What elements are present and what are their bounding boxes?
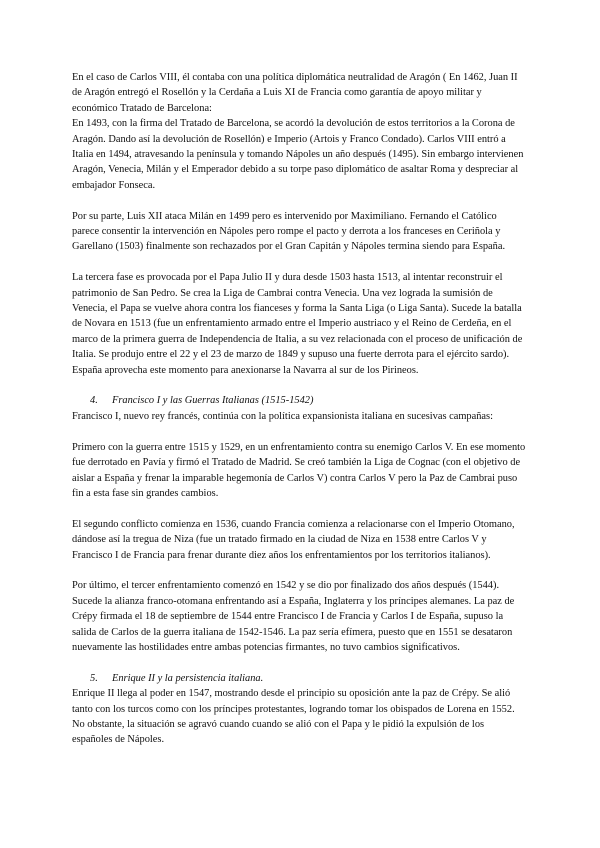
paragraph-enrique-ii: Enrique II llega al poder en 1547, mostrando desde el principio su oposición ante la paz de Crépy. Se alió tanto con los turcos como con los príncipes protestantes, logrando tomar los obispados de Lorena en 1552. No obstante, la situación se agravó cuando cuando se alió con el Papa y le pidió la expulsión de los españoles de Nápoles. bbox=[72, 688, 515, 746]
spacer bbox=[72, 255, 526, 270]
paragraph-tercer-enfrentamiento: Por último, el tercer enfrentamiento comenzó en 1542 y se dio por finalizado dos años después (1544). Sucede la alianza franco-otomana enfrentando así a España, Inglaterra y los príncipes alemanes. La paz de Crépy firmada el 18 de septiembre de 1544 entre Francisco I de Francia y Carlos I de España, supuso la salida de Carlos de la guerra italiana de 1542-1546. La paz sería efímera, puesto que en 1551 se desataron nuevamente las hostilidades entre ambas potencias firmantes, no tuvo cambios significativos. bbox=[72, 580, 515, 653]
spacer bbox=[72, 378, 526, 393]
spacer bbox=[72, 424, 526, 439]
spacer bbox=[72, 655, 526, 670]
spacer bbox=[72, 501, 526, 516]
spacer bbox=[72, 193, 526, 208]
paragraph-segundo-conflicto: El segundo conflicto comienza en 1536, cuando Francia comienza a relacionarse con el Imperio Otomano, dándose así la tregua de Niza (fue un tratado firmado en la ciudad de Niza en 1538 entre Carlos V y Francisco I de Francia para frenar durante diez años los enfrentamientos por los territorios italianos). bbox=[72, 518, 515, 561]
section-title: Enrique II y la persistencia italiana. bbox=[112, 672, 264, 684]
paragraph-luis-xii: Por su parte, Luis XII ataca Milán en 1499 pero es intervenido por Maximiliano. Fernando el Católico parece consentir la intervención en Nápoles pero rompe el pacto y derrota a los franceses en Ceriñola y Garellano (1503) finalmente son rechazados por el Gran Capitán y Nápoles termina siendo para España. bbox=[72, 210, 506, 253]
section-number: 5. bbox=[90, 672, 98, 684]
spacer bbox=[72, 563, 526, 578]
section-heading-enrique-ii bbox=[72, 671, 526, 686]
paragraph-primera-guerra: Primero con la guerra entre 1515 y 1529, en un enfrentamiento contra su enemigo Carlos V. En ese momento fue derrotado en Pavía y firmó el Tratado de Madrid. Se creó también la Liga de Cognac (con el objetivo de aislar a España y frenar la imparable hegemonía de Carlos V) contra Carlos V pero la Paz de Cambrai puso fin a esta fase sin grandes cambios. bbox=[72, 441, 526, 499]
paragraph-tercera-fase: La tercera fase es provocada por el Papa Julio II y dura desde 1503 hasta 1513, al intentar reconstruir el patrimonio de San Pedro. Se crea la Liga de Cambrai contra Venecia. Una vez lograda la sumisión de Venecia, el Papa se vuelve ahora contra los fianceses y forma la Santa Liga (o Liga Santa). Sucede la batalla de Novara en 1513 (fue un enfrentamiento armado entre el Imperio austriaco y el Reino de Cerdeña, en el marco de la primera guerra de Independencia de Italia, a su vez relacionada con el proceso de unificación de Italia. Se produjo entre el 22 y el 23 de marzo de 1849 y supuso una fuerte derrota para el ejército sardo). España aprovecha este momento para anexionarse la Navarra al sur de los Pirineos. bbox=[72, 272, 523, 376]
paragraph-tratado-barcelona: En 1493, con la firma del Tratado de Barcelona, se acordó la devolución de estos territorios a la Corona de Aragón. Dando así la devolución de Rosellón) e Imperio (Artois y Franco Condado). Carlos VIII entró a Italia en 1494, atravesando la península y tomando Nápoles un año después (1495). Sin embargo intervienen Aragón, Venecia, Milán y el Emperador debido a su torpe paso diplomático de asaltar Roma y despreciar al embajador Fonseca. bbox=[72, 118, 524, 191]
paragraph-francisco-intro: Francisco I, nuevo rey francés, continúa con la política expansionista italiana en sucesivas campañas: bbox=[72, 410, 493, 422]
section-heading-francisco-i bbox=[72, 393, 526, 408]
section-number: 4. bbox=[90, 395, 98, 407]
paragraph-carlos-viii: En el caso de Carlos VIII, él contaba con una política diplomática neutralidad de Aragón ( En 1462, Juan II de Aragón entregó el Rosellón y la Cerdaña a Luis XI de Francia como garantía de apoyo militar y económico Tratado de Barcelona: bbox=[72, 72, 518, 114]
document-page bbox=[72, 70, 526, 748]
section-title: Francisco I y las Guerras Italianas (1515-1542) bbox=[112, 395, 314, 407]
